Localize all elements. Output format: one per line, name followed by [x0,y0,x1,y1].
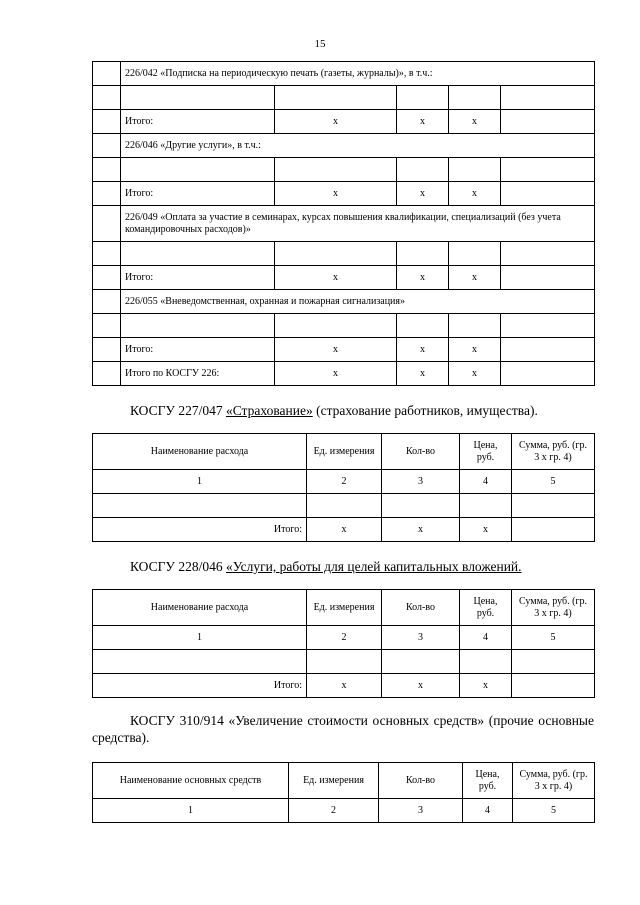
header-cell: Цена, руб. [463,763,513,799]
section-227-underlined: «Страхование» [225,403,313,418]
column-number-row: 1 2 3 4 5 [93,626,595,650]
header-cell: Цена, руб. [460,590,512,626]
kosgu-310-table [92,762,595,823]
total-row [93,674,595,698]
section-title: 226/046 «Другие услуги», в т.ч.: [121,134,595,158]
header-row [93,763,595,799]
total-row [93,266,595,290]
empty-row [93,86,595,110]
section-title: 226/042 «Подписка на периодическую печать (газеты, журналы)», в т.ч.: [121,62,595,86]
kosgu-227-table [92,433,595,542]
header-row [93,590,595,626]
total-label: Итого: [121,182,275,206]
section-title-row [93,134,595,158]
header-cell: Сумма, руб. (гр. 3 х гр. 4) [513,763,595,799]
page-number: 15 [314,38,326,50]
header-cell: Кол-во [379,763,463,799]
kosgu-228-table [92,589,595,698]
cross-mark: х [397,110,449,134]
cross-mark: х [275,362,397,386]
column-number-row: 1 2 3 4 5 [93,799,595,823]
total-row [93,110,595,134]
section-title-row [93,62,595,86]
section-title: 226/049 «Оплата за участие в семинарах, курсах повышения квалификации, специализаций (без учета командировочных расходов)» [121,206,595,242]
header-cell: Ед. измерения [289,763,379,799]
total-label: Итого: [93,518,307,542]
section-227-heading: КОСГУ 227/047 «Страхование» (страхование работников, имущества). [130,403,538,418]
cross-mark: х [382,674,460,698]
empty-row [93,242,595,266]
cross-mark: х [397,338,449,362]
section-310-heading: КОСГУ 310/914 «Увеличение стоимости основных средств» (прочие основные средства). [92,713,594,745]
cross-mark: х [460,518,512,542]
header-cell: Сумма, руб. (гр. 3 х гр. 4) [512,434,595,470]
cross-mark: х [449,110,501,134]
cross-mark: х [275,110,397,134]
total-label: Итого: [121,110,275,134]
empty-row [93,158,595,182]
empty-row [93,314,595,338]
header-cell: Кол-во [382,590,460,626]
cross-mark: х [449,182,501,206]
header-cell: Цена, руб. [460,434,512,470]
grand-total-label: Итого по КОСГУ 226: [121,362,275,386]
blank-cell [93,62,121,86]
cross-mark: х [275,266,397,290]
total-row [93,182,595,206]
cross-mark: х [397,182,449,206]
section-228-heading: КОСГУ 228/046 «Услуги, работы для целей капитальных вложений. [130,559,522,574]
total-label: Итого: [121,266,275,290]
header-cell: Наименование расхода [93,434,307,470]
header-row [93,434,595,470]
header-cell: Наименование основных средств [93,763,289,799]
section-title: 226/055 «Вневедомственная, охранная и пожарная сигнализация» [121,290,595,314]
cross-mark: х [307,674,382,698]
header-cell: Ед. измерения [307,590,382,626]
cross-mark: х [275,182,397,206]
cross-mark: х [460,674,512,698]
grand-total-row [93,362,595,386]
cross-mark: х [449,362,501,386]
section-title-row [93,206,595,242]
cross-mark: х [397,362,449,386]
cross-mark: х [397,266,449,290]
cross-mark: х [382,518,460,542]
total-label: Итого: [121,338,275,362]
total-row [93,518,595,542]
kosgu-226-table [92,61,595,386]
column-number-row: 1 2 3 4 5 [93,470,595,494]
header-cell: Кол-во [382,434,460,470]
section-title-row [93,290,595,314]
cross-mark: х [307,518,382,542]
empty-row [93,650,595,674]
total-label: Итого: [93,674,307,698]
header-cell: Наименование расхода [93,590,307,626]
section-228-underlined: «Услуги, работы для целей капитальных вложений. [225,559,522,574]
header-cell: Ед. измерения [307,434,382,470]
header-cell: Сумма, руб. (гр. 3 х гр. 4) [512,590,595,626]
cross-mark: х [449,266,501,290]
empty-row [93,494,595,518]
cross-mark: х [275,338,397,362]
cross-mark: х [449,338,501,362]
total-row [93,338,595,362]
